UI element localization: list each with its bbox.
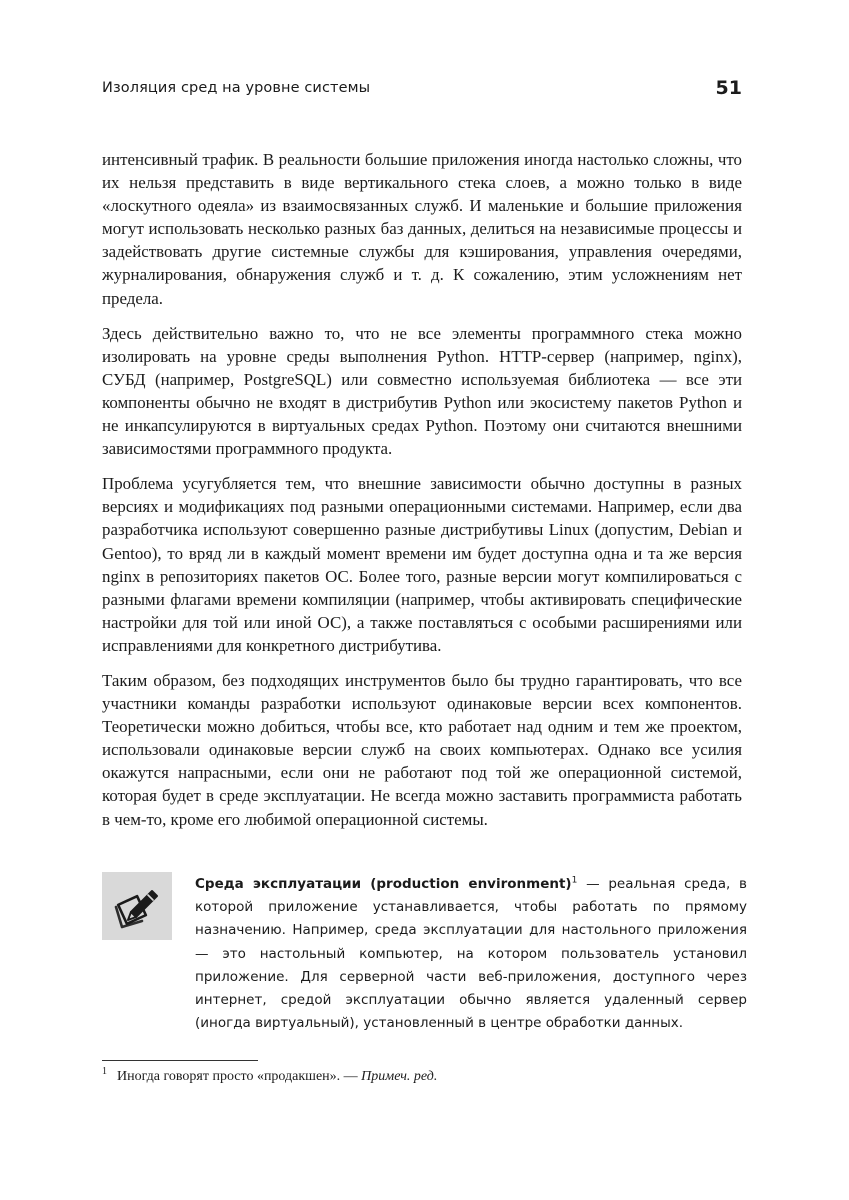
note-body: — реальная среда, в которой приложение устанавливается, чтобы работать по прямому назначению. Например, среда эксплуатации для настольного приложения — это настольный компьютер, на котором пользователь установил приложение. Для серверной части веб-приложения, доступного через интернет, средой эксплуатации обычно является удаленный сервер (иногда виртуальный), установленный в центре обработки данных. (195, 876, 747, 1032)
note-text (195, 873, 747, 1035)
footnote-number: 1 (102, 1066, 107, 1078)
note-footnote-ref: 1 (571, 875, 578, 886)
note-term: Среда эксплуатации (production environment) (195, 876, 572, 892)
paragraph-2: Здесь действительно важно то, что не все элементы программного стека можно изолировать на уровне среды выполнения Python. HTTP-сервер (например, nginx), СУБД (например, PostgreSQL) или совместно используемая библиотека — все эти компоненты обычно не входят в дистрибутив Python или экосистему пакетов Python и не инкапсулируются в виртуальных средах Python. Поэтому они считаются внешними зависимостями программного продукта. (102, 323, 742, 459)
footnote-editor-note: Примеч. ред. (361, 1069, 438, 1084)
running-header (102, 77, 742, 106)
pencil-note-icon (112, 881, 162, 931)
paragraph-4: Таким образом, без подходящих инструментов было бы трудно гарантировать, что все участники команды разработки используют одинаковые версии всех компонентов. Теоретически можно добиться, чтобы все, кто работает над одним и тем же проектом, использовали одинаковые версии служб на своих компьютерах. Однако все усилия окажутся напрасными, если они не работают под той же операционной системой, которая будет в среде эксплуатации. Не всегда можно заставить программиста работать в чем-то, кроме его любимой операционной системы. (102, 670, 742, 829)
note-icon-box (102, 872, 172, 940)
main-text (102, 148, 742, 843)
footnote-text: Иногда говорят просто «продакшен». — (117, 1069, 362, 1084)
footnote (102, 1068, 742, 1086)
footnote-divider (102, 1060, 258, 1061)
definition-note (102, 872, 747, 1032)
page-number: 51 (715, 77, 742, 99)
running-title: Изоляция сред на уровне системы (102, 80, 371, 96)
paragraph-1: интенсивный трафик. В реальности большие приложения иногда настолько сложны, что их нельзя представить в виде вертикального стека слоев, а можно только в виде «лоскутного одеяла» из взаимосвязанных служб. И маленькие и большие приложения могут использовать несколько разных баз данных, делиться на независимые процессы и задействовать другие системные службы для кэширования, управления очередями, журналирования, обнаружения служб и т. д. К сожалению, этим усложнениям нет предела. (102, 150, 742, 308)
paragraph-3: Проблема усугубляется тем, что внешние зависимости обычно доступны в разных версиях и модификациях под разными операционными системами. Например, если два разработчика используют совершенно разные дистрибутивы Linux (допустим, Debian и Gentoo), то вряд ли в каждый момент времени им будет доступна одна и та же версия nginx в репозиториях пакетов ОС. Более того, разные версии могут компилироваться с разными флагами времени компиляции (например, чтобы активировать специфические настройки для той или иной ОС), а также поставляться с особыми расширениями или исправлениями для конкретного дистрибутива. (102, 474, 742, 655)
